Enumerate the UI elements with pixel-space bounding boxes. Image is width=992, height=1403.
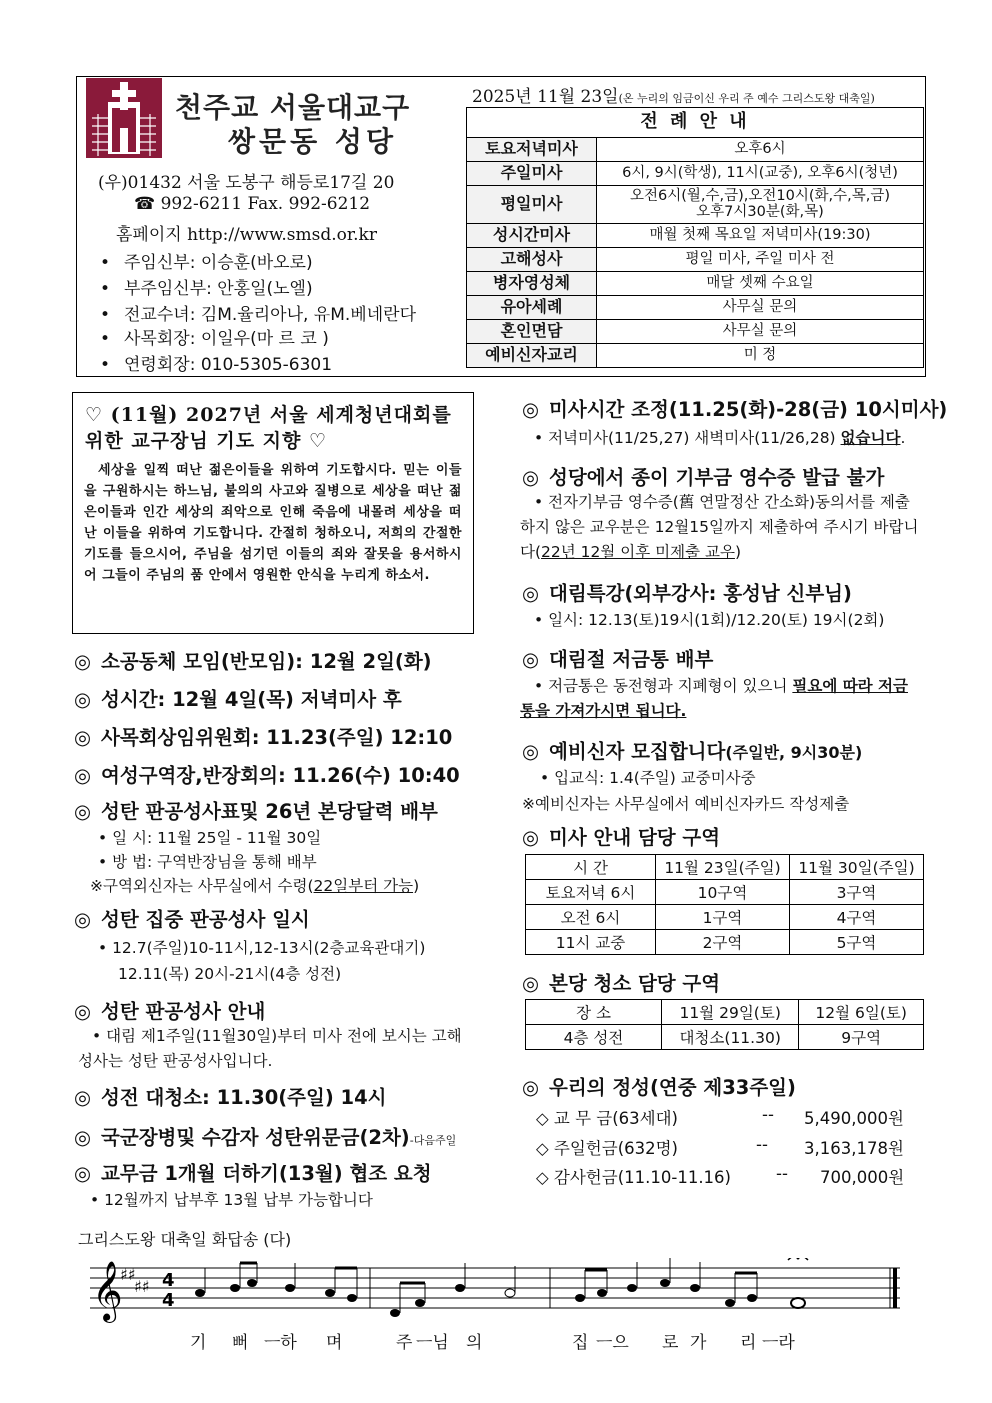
liturgy-label: 혼인면담	[467, 320, 597, 344]
liturgy-label: 병자영성체	[467, 272, 597, 296]
table-header-cell: 11월 23일(주일)	[656, 855, 790, 880]
table-row	[467, 272, 924, 296]
liturgy-label: 토요저녁미사	[467, 138, 597, 162]
mass-guide-table	[525, 854, 924, 955]
catechumen-line-1: • 입교식: 1.4(주일) 교중미사중	[540, 769, 756, 787]
body-text: • 저녁미사(11/25,27) 새벽미사(11/26,28)	[534, 429, 841, 447]
notice-women-leaders-meeting	[74, 760, 460, 788]
notice-council-meeting	[74, 722, 452, 750]
table-cell: 오전 6시	[526, 905, 656, 930]
liturgy-value: 6시, 9시(학생), 11시(교중), 오후6시(청년)	[597, 162, 924, 186]
prayer-title: ♡ (11월) 2027년 서울 세계청년대회를 위한 교구장님 기도 지향 ♡	[85, 404, 452, 452]
notice-title: 국군장병및 수감자 성탄위문금(2차)	[101, 1126, 410, 1149]
liturgy-value: 미 정	[597, 344, 924, 368]
table-row	[526, 1025, 924, 1050]
marker-icon: ◎	[522, 1076, 540, 1099]
body-underlined: 22년 12월 이후 미제출 교우	[541, 543, 735, 561]
notice-title: 대림특강(외부강사: 홍성남 신부님)	[549, 582, 852, 605]
notice-title: 교무금 1개월 더하기(13월) 협조 요청	[101, 1162, 432, 1185]
table-cell: 10구역	[656, 880, 790, 905]
offering-dash: --	[776, 1164, 788, 1183]
table-cell: 3구역	[790, 880, 924, 905]
offering-row	[536, 1105, 678, 1129]
table-cell: 4층 성전	[526, 1025, 662, 1050]
table-header-cell: 12월 6일(토)	[799, 1000, 924, 1025]
notice-confession-guide	[74, 996, 265, 1024]
liturgy-value: 사무실 문의	[597, 320, 924, 344]
notice-confession-schedule	[74, 904, 310, 932]
table-row	[467, 162, 924, 186]
notice-title: 성전 대청소: 11.30(주일) 14시	[101, 1086, 387, 1109]
confession-guide-body: • 대림 제1주일(11월30일)부터 미사 전에 보시는 고해성사는 성탄 판공성사입니다.	[78, 1027, 462, 1070]
table-cell: 4구역	[790, 905, 924, 930]
confession-schedule-line-1: • 12.7(주일)10-11시,12-13시(2층교육관대기)	[98, 939, 426, 957]
table-row	[526, 880, 924, 905]
time-sig: 4	[162, 1270, 175, 1291]
body-underlined: 필요에 따라 저금통을 가져가시면 됩니다.	[520, 677, 908, 720]
liturgy-value: 평일 미사, 주일 미사 전	[597, 248, 924, 272]
marker-icon: ◎	[74, 800, 92, 823]
time-sig: 4	[162, 1290, 175, 1311]
marker-icon: ◎	[74, 688, 92, 711]
liturgy-value	[597, 186, 924, 224]
table-header-row	[526, 855, 924, 880]
body-text: • 저금통은 동전형과 지폐형이 있으니	[534, 677, 793, 695]
body-emphasis: 없습니다	[840, 429, 901, 447]
lyric-syllable: 며	[326, 1333, 343, 1353]
liturgy-label: 유아세례	[467, 296, 597, 320]
church-logo-icon	[86, 78, 162, 158]
notice-mass-guide-area	[522, 822, 720, 850]
advent-lecture-body: • 일시: 12.13(토)19시(1회)/12.20(토) 19시(2회)	[534, 611, 885, 629]
psalm-caption: 그리스도왕 대축일 화답송 (다)	[78, 1230, 292, 1249]
marker-icon: ◎	[74, 908, 92, 931]
notice-title: 성탄 판공성사표및 26년 본당달력 배부	[101, 800, 438, 823]
table-cell: 9구역	[799, 1025, 924, 1050]
church-homepage[interactable]: 홈페이지 http://www.smsd.or.kr	[116, 225, 377, 245]
table-row	[467, 138, 924, 162]
table-cell: 1구역	[656, 905, 790, 930]
offering-row	[536, 1135, 678, 1159]
table-row	[526, 905, 924, 930]
notice-title: 여성구역장,반장회의: 11.26(수) 10:40	[101, 764, 460, 787]
offering-amount: 700,000원	[820, 1168, 905, 1187]
offering-dash: --	[762, 1105, 774, 1124]
marker-icon: ◎	[74, 1086, 92, 1109]
notice-title: 성당에서 종이 기부금 영수증 발급 불가	[549, 466, 885, 489]
lyric-syllable: 주	[396, 1333, 413, 1353]
date-feast-note: (온 누리의 임금이신 우리 주 예수 그리스도왕 대축일)	[618, 92, 875, 105]
lyric-syllable: 가	[690, 1333, 707, 1353]
church-name: 쌍문동 성당	[228, 125, 397, 158]
offering-label: ◇ 주일헌금(632명)	[536, 1139, 678, 1158]
calendar-distribution-method: • 방 법: 구역반장님을 통해 배부	[98, 853, 317, 871]
staff-assistant-pastor: • 부주임신부: 안홍일(노엘)	[100, 274, 313, 299]
table-cell: 대청소(11.30)	[662, 1025, 799, 1050]
notice-confession-calendar	[74, 796, 438, 824]
notice-title: 미사 안내 담당 구역	[549, 826, 721, 849]
table-cell: 11시 교중	[526, 930, 656, 955]
notice-title: 우리의 정성(연중 제33주일)	[549, 1076, 796, 1099]
table-row	[467, 224, 924, 248]
church-diocese-name: 천주교 서울대교구	[175, 91, 411, 124]
note-close: )	[413, 877, 420, 895]
liturgy-value: 매달 셋째 수요일	[597, 272, 924, 296]
confession-schedule-line-2: 12.11(목) 20시-21시(4층 성전)	[118, 965, 342, 983]
liturgy-label: 성시간미사	[467, 224, 597, 248]
table-cell: 5구역	[790, 930, 924, 955]
marker-icon: ◎	[522, 826, 540, 849]
table-row	[467, 320, 924, 344]
table-row	[467, 186, 924, 224]
notice-title: 성탄 집중 판공성사 일시	[101, 908, 310, 931]
liturgy-value: 매월 첫째 목요일 저녁미사(19:30)	[597, 224, 924, 248]
marker-icon: ◎	[74, 1000, 92, 1023]
notice-donation	[74, 1122, 456, 1150]
staff-sisters: • 전교수녀: 김M.율리아나, 유M.베네란다	[100, 300, 416, 325]
notice-piggybank	[522, 644, 713, 672]
table-header-cell: 11월 30일(주일)	[790, 855, 924, 880]
notice-receipt	[522, 462, 884, 490]
marker-icon: ◎	[74, 1126, 92, 1149]
weekday-mass-line-2: 오후7시30분(화,목)	[696, 203, 824, 220]
notice-mass-time-change	[522, 394, 947, 422]
liturgy-schedule-table	[466, 107, 924, 368]
liturgy-label: 예비신자교리	[467, 344, 597, 368]
offering-amount: 3,163,178원	[804, 1139, 904, 1158]
table-header-cell: 11월 29일(토)	[662, 1000, 799, 1025]
marker-icon: ◎	[522, 398, 540, 421]
tithe-body: • 12월까지 납부후 13월 납부 가능합니다	[90, 1191, 373, 1209]
marker-icon: ◎	[74, 764, 92, 787]
lyric-syllable: 리	[740, 1333, 757, 1353]
notice-title: 본당 청소 담당 구역	[549, 972, 721, 995]
staff-funeral-chair: • 연령회장: 010-5305-6301	[100, 350, 332, 375]
notice-tithe	[74, 1158, 432, 1186]
notice-title: 성탄 판공성사 안내	[101, 1000, 266, 1023]
liturgy-label: 평일미사	[467, 186, 597, 224]
staff-lines	[90, 1268, 900, 1308]
calendar-outside-note	[90, 874, 419, 896]
notice-holy-hour	[74, 684, 402, 712]
table-header-cell: 시 간	[526, 855, 656, 880]
treble-clef-icon: 𝄞	[92, 1261, 123, 1321]
notice-title: 예비신자 모집합니다	[549, 740, 726, 763]
lyric-syllable: ㅡ라	[762, 1333, 795, 1353]
liturgy-value: 사무실 문의	[597, 296, 924, 320]
table-row	[467, 248, 924, 272]
marker-icon: ◎	[522, 972, 540, 995]
marker-icon: ◎	[74, 650, 92, 673]
liturgy-label: 주일미사	[467, 162, 597, 186]
notice-title: 사목회상임위원회: 11.23(주일) 12:10	[101, 726, 453, 749]
marker-icon: ◎	[74, 1162, 92, 1185]
table-row	[467, 344, 924, 368]
notice-catechumen	[522, 736, 862, 764]
notice-advent-lecture	[522, 578, 852, 606]
marker-icon: ◎	[74, 726, 92, 749]
calendar-distribution-date: • 일 시: 11월 25일 - 11월 30일	[98, 829, 322, 847]
note-text: ※구역외신자는 사무실에서 수령(	[90, 877, 314, 895]
note-underlined: 22일부터 가능	[313, 877, 414, 895]
body-end: )	[734, 543, 742, 561]
lyric-syllable: 집	[572, 1333, 589, 1353]
body-text: • 전자기부금 영수증(舊 연말정산 간소화)동의서를 제출하지 않은 교우분은 12월15일까지 제출하여 주시기 바랍니다(	[520, 493, 919, 561]
lyric-syllable: ㅡ으	[596, 1333, 629, 1353]
notice-cleaning	[74, 1082, 387, 1110]
offering-row	[536, 1164, 731, 1188]
cleaning-table	[525, 999, 924, 1050]
date-text: 2025년 11월 23일	[472, 87, 619, 107]
liturgy-label: 고해성사	[467, 248, 597, 272]
notice-title: 성시간: 12월 4일(목) 저녁미사 후	[101, 688, 402, 711]
mass-time-change-body	[534, 426, 905, 448]
liturgy-value: 오후6시	[597, 138, 924, 162]
offering-dash: --	[756, 1135, 768, 1154]
notice-subtitle: (주일반, 9시30분)	[725, 743, 863, 762]
notice-title: 미사시간 조정(11.25(화)-28(금) 10시미사)	[549, 398, 948, 421]
liturgy-title: 전 례 안 내	[467, 108, 924, 138]
offering-label: ◇ 교 무 금(63세대)	[536, 1109, 678, 1128]
lyric-syllable: 로	[662, 1333, 679, 1353]
sharp-icon: ♯♯	[134, 1277, 150, 1296]
lyric-syllable: 의	[466, 1333, 483, 1353]
weekday-mass-line-1: 오전6시(월,수,금),오전10시(화,수,목,금)	[629, 188, 891, 205]
offering-label: ◇ 감사헌금(11.10-11.16)	[536, 1168, 731, 1187]
bulletin-date	[472, 82, 875, 107]
notice-small-community	[74, 646, 432, 674]
catechumen-line-2: ※예비신자는 사무실에서 예비신자카드 작성제출	[522, 795, 850, 813]
offering-amount: 5,490,000원	[804, 1109, 904, 1128]
piggybank-body	[520, 674, 922, 724]
lyric-syllable: ㅡ님	[416, 1333, 449, 1353]
notice-offerings	[522, 1072, 796, 1100]
church-phone-fax: ☎ 992-6211 Fax. 992-6212	[134, 194, 371, 214]
marker-icon: ◎	[522, 740, 540, 763]
lyric-syllable: 뻐	[232, 1333, 249, 1353]
notice-small-note: -다음주일	[409, 1134, 457, 1147]
table-row	[526, 930, 924, 955]
table-header-row	[526, 1000, 924, 1025]
table-row	[467, 296, 924, 320]
table-header-cell: 장 소	[526, 1000, 662, 1025]
notice-title: 소공동체 모임(반모임): 12월 2일(화)	[101, 650, 432, 673]
lyric-syllable: ㅡ하	[264, 1333, 297, 1353]
marker-icon: ◎	[522, 466, 540, 489]
church-address: (우)01432 서울 도봉구 해등로17길 20	[98, 173, 395, 193]
sharp-icon: ♯♯	[120, 1265, 136, 1284]
notice-cleaning-area	[522, 968, 720, 996]
prayer-body: 세상을 일찍 떠난 젊은이들을 위하여 기도합시다. 믿는 이들을 구원하시는 하느님, 불의의 사고와 질병으로 세상을 떠난 젊은이들과 인간 세상의 죄악으로 인해 죽음에 내몰려 세상을 떠난 이들을 위하여 기도합니다. 간절히 청하오니, 저희의 간절한 기도를 들으시어, 주님을 섬기던 이들의 죄와 잘못을 용서하시어 그들이 주님의 품 안에서 영원한 안식을 누리게 하소서.	[84, 463, 462, 583]
lyric-syllable: 기	[190, 1333, 207, 1353]
notice-title: 대림절 저금통 배부	[549, 648, 714, 671]
body-end: .	[900, 429, 906, 447]
receipt-body	[520, 490, 922, 565]
table-cell: 2구역	[656, 930, 790, 955]
marker-icon: ◎	[522, 648, 540, 671]
table-cell: 토요저녁 6시	[526, 880, 656, 905]
staff-pastor: • 주임신부: 이승훈(바오로)	[100, 248, 313, 273]
marker-icon: ◎	[522, 582, 540, 605]
staff-council-president: • 사목회장: 이일우(마 르 코 )	[100, 324, 329, 349]
